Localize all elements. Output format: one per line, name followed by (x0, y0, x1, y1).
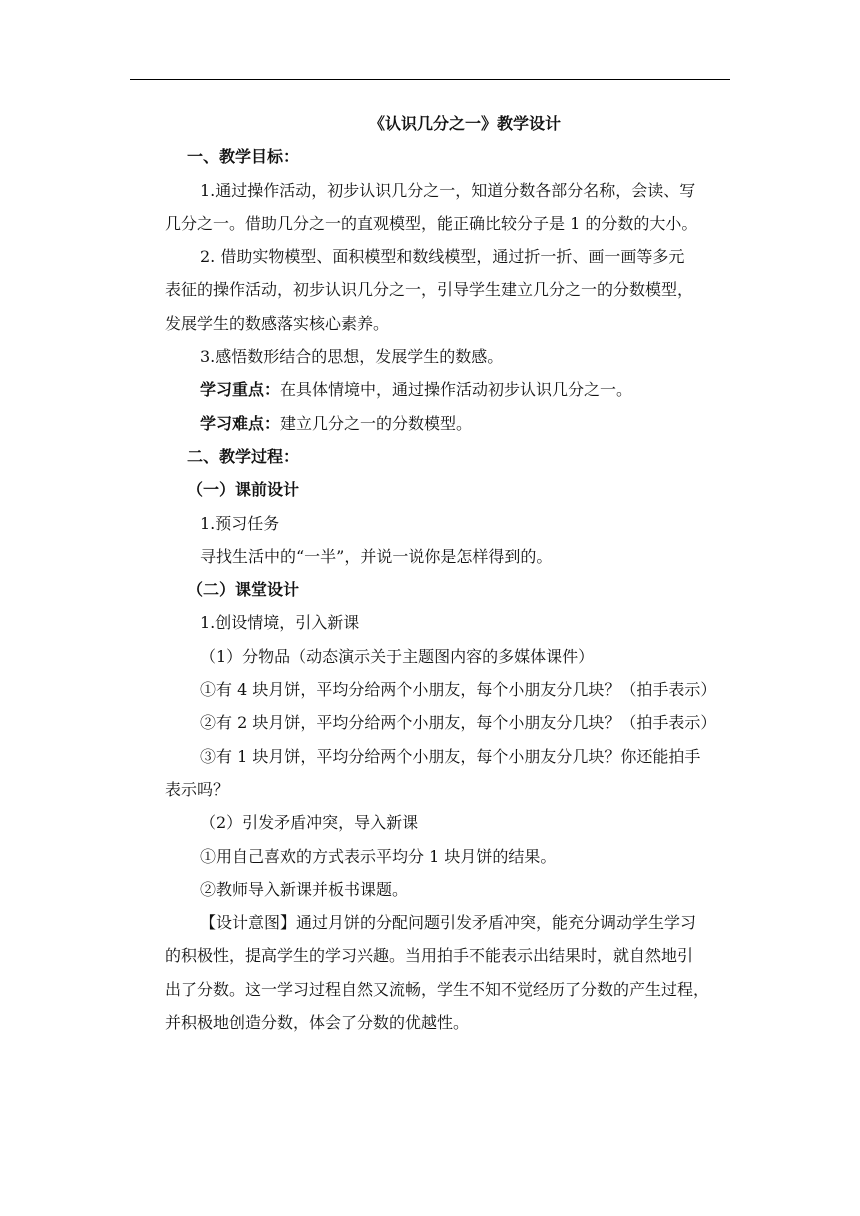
in-class-sub-2: （2）引发矛盾冲突，导入新课 (200, 813, 419, 833)
question-2: ②有 2 块月饼，平均分给两个小朋友，每个小朋友分几块？（拍手表示） (200, 713, 717, 733)
pre-class-item-1: 1.预习任务 (200, 513, 280, 533)
document-title: 《认识几分之一》教学设计 (368, 114, 561, 133)
objective-1-line-2: 几分之一。借助几分之一的直观模型，能正确比较分子是 1 的分数的大小。 (165, 213, 698, 233)
question-3-line-1: ③有 1 块月饼，平均分给两个小朋友，每个小朋友分几块？你还能拍手 (200, 746, 701, 766)
design-intent-line-2: 的积极性，提高学生的学习兴趣。当用拍手不能表示出结果时，就自然地引 (165, 946, 694, 966)
design-intent-line-3: 出了分数。这一学习过程自然又流畅，学生不知不觉经历了分数的产生过程， (165, 979, 710, 999)
process-heading: 二、教学过程： (187, 446, 300, 466)
key-point-label: 学习重点： (200, 380, 281, 400)
key-point (165, 373, 730, 406)
in-class-heading: （二）课堂设计 (187, 580, 300, 600)
step-1: ①用自己喜欢的方式表示平均分 1 块月饼的结果。 (200, 846, 557, 866)
key-point-text: 在具体情境中，通过操作活动初步认识几分之一。 (280, 380, 633, 400)
objective-2-line-1: 2. 借助实物模型、面积模型和数线模型，通过折一折、画一画等多元 (200, 247, 685, 267)
objective-2-line-3: 发展学生的数感落实核心素养。 (165, 313, 390, 333)
in-class-sub-1: （1）分物品（动态演示关于主题图内容的多媒体课件） (200, 646, 595, 666)
difficulty (165, 407, 730, 440)
objectives-heading: 一、教学目标： (187, 147, 300, 167)
objective-3: 3.感悟数形结合的思想，发展学生的数感。 (200, 347, 504, 367)
objective-1-line-1: 1.通过操作活动，初步认识几分之一，知道分数各部分名称，会读、写 (200, 180, 696, 200)
header-rule (130, 79, 730, 80)
design-intent-line-4: 并积极地创造分数，体会了分数的优越性。 (165, 1013, 470, 1033)
design-intent-line-1: 【设计意图】通过月饼的分配问题引发矛盾冲突，能充分调动学生学习 (200, 913, 697, 933)
step-2: ②教师导入新课并板书课题。 (200, 879, 409, 899)
document-body (165, 107, 730, 1039)
question-1: ①有 4 块月饼，平均分给两个小朋友，每个小朋友分几块？（拍手表示） (200, 680, 717, 700)
difficulty-label: 学习难点： (200, 413, 281, 433)
in-class-item-1: 1.创设情境，引入新课 (200, 613, 360, 633)
pre-class-item-1-text: 寻找生活中的“一半”，并说一说你是怎样得到的。 (200, 546, 553, 566)
difficulty-text: 建立几分之一的分数模型。 (280, 413, 473, 433)
question-3-line-2: 表示吗？ (165, 779, 230, 799)
objective-2-line-2: 表征的操作活动，初步认识几分之一，引导学生建立几分之一的分数模型， (165, 280, 694, 300)
pre-class-heading: （一）课前设计 (187, 480, 300, 500)
